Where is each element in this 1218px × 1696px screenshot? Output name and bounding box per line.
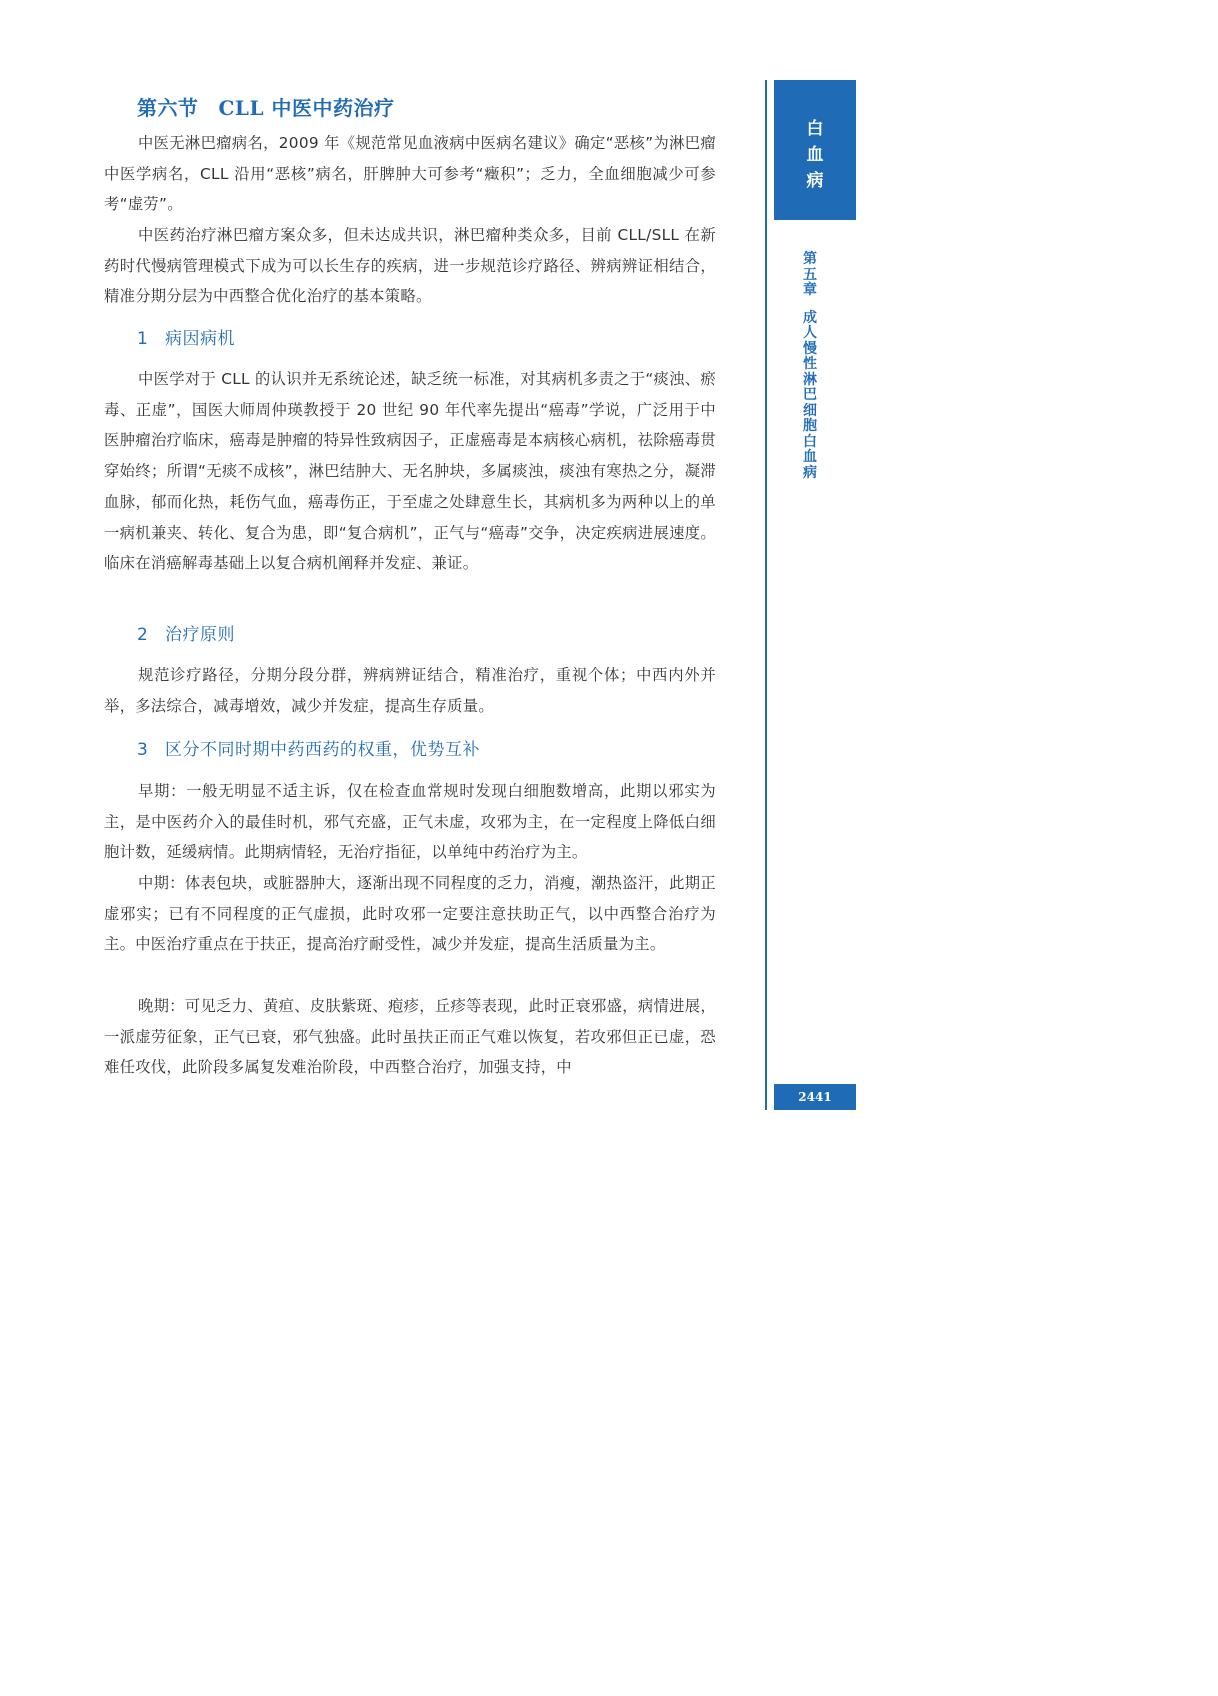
subsection-title: 区分不同时期中药西药的权重，优势互补: [165, 740, 480, 760]
margin-rule: [765, 80, 767, 1110]
side-tab-char: 血: [806, 145, 824, 165]
etiology-paragraph: 中医学对于 CLL 的认识并无系统论述，缺乏统一标准，对其病机多责之于“痰浊、瘀毒、正虚”，国医大师周仲瑛教授于 20 世纪 90 年代率先提出“癌毒”学说，广泛用于中医肿瘤治疗临床，癌毒是肿瘤的特异性致病因子，正虚癌毒是本病核心病机，祛除癌毒贯穿始终；所谓“无痰不成核”，淋巴结肿大、无名肿块，多属痰浊，痰浊有寒热之分，凝滞血脉，郁而化热，耗伤气血，癌毒伤正，于至虚之处肆意生长，其病机多为两种以上的单一病机兼夹、转化、复合为患，即“复合病机”，正气与“癌毒”交争，决定疾病进展速度。临床在消癌解毒基础上以复合病机阐释并发症、兼证。: [104, 370, 716, 573]
early-stage-paragraph: 早期：一般无明显不适主诉，仅在检查血常规时发现白细胞数增高，此期以邪实为主，是中医药介入的最佳时机，邪气充盛，正气未虚，攻邪为主，在一定程度上降低白细胞计数，延缓病情。此期病情轻，无治疗指征，以单纯中药治疗为主。: [104, 782, 716, 862]
late-stage-paragraph: 晚期：可见乏力、黄疸、皮肤紫斑、疱疹，丘疹等表现，此时正衰邪盛，病情进展，一派虚劳征象，正气已衰，邪气独盛。此时虽扶正而正气难以恢复，若攻邪但正已虚，恐难任攻伐，此阶段多属复发难治阶段，中西整合治疗，加强支持，中: [104, 997, 716, 1077]
subsection-heading-1: [137, 324, 235, 349]
section-title: [137, 92, 395, 121]
section-title-text: CLL 中医中药治疗: [218, 96, 395, 120]
subsection-title: 病因病机: [165, 329, 235, 349]
chapter-running-head: [800, 252, 820, 481]
page-number: 2441: [798, 1090, 832, 1104]
middle-stage-paragraph: 中期：体表包块，或脏器肿大，逐渐出现不同程度的乏力，消瘦，潮热盗汗，此期正虚邪实；已有不同程度的正气虚损，此时攻邪一定要注意扶助正气，以中西整合治疗为主。中医治疗重点在于扶正，提高治疗耐受性，减少并发症，提高生活质量为主。: [104, 874, 716, 954]
intro-paragraph-1: 中医无淋巴瘤病名，2009 年《规范常见血液病中医病名建议》确定“恶核”为淋巴瘤中医学病名，CLL 沿用“恶核”病名，肝脾肿大可参考“癥积”；乏力，全血细胞减少可参考“虚劳”。: [104, 134, 716, 214]
subsection-heading-3: [137, 735, 480, 760]
subsection-number: 3: [137, 740, 149, 760]
section-number: 第六节: [137, 96, 199, 120]
chapter-number: 第五章: [803, 251, 817, 298]
intro-paragraph-2: 中医药治疗淋巴瘤方案众多，但未达成共识，淋巴瘤种类众多，目前 CLL/SLL 在新药时代慢病管理模式下成为可以长生存的疾病，进一步规范诊疗路径、辨病辨证相结合，精准分期分层为中西整合优化治疗的基本策略。: [104, 226, 716, 306]
subsection-title: 治疗原则: [165, 625, 235, 645]
chapter-title: 成人慢性淋巴细胞白血病: [803, 309, 817, 481]
principle-paragraph: 规范诊疗路径，分期分段分群，辨病辨证结合，精准治疗，重视个体；中西内外并举，多法综合，减毒增效，减少并发症，提高生存质量。: [104, 666, 716, 715]
side-tab-char: 白: [806, 119, 824, 139]
side-tab-char: 病: [806, 171, 824, 191]
side-tab: [774, 80, 856, 220]
page-number-box: [774, 1084, 856, 1110]
subsection-number: 2: [137, 625, 149, 645]
subsection-heading-2: [137, 620, 235, 645]
subsection-number: 1: [137, 329, 149, 349]
